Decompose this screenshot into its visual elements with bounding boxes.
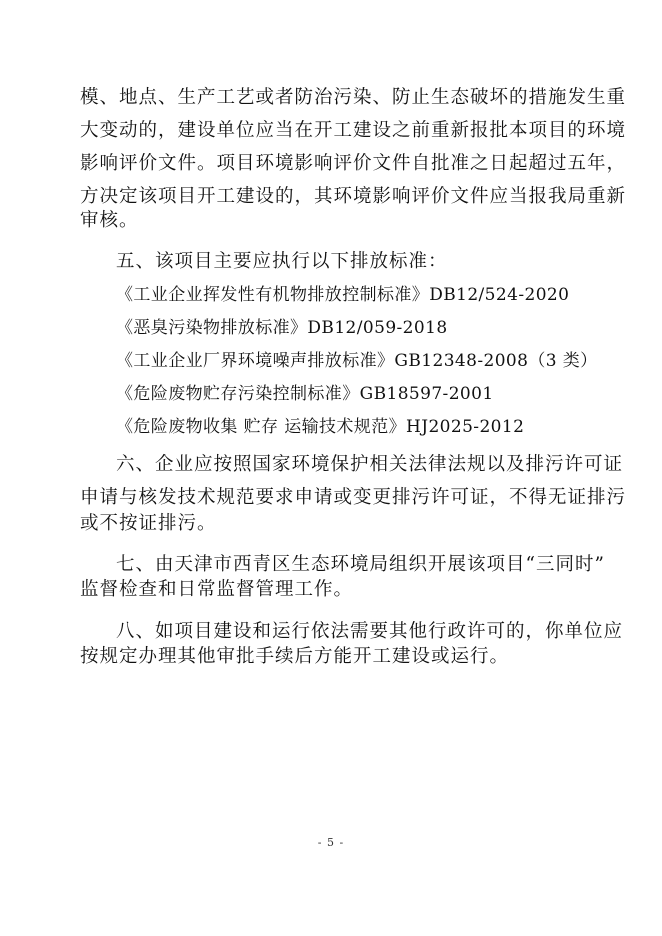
standard-item: 《危险废物贮存污染控制标准》GB18597-2001 <box>116 384 494 404</box>
paragraph-line: 大变动的，建设单位应当在开工建设之前重新报批本项目的环境 <box>80 120 627 141</box>
paragraph-line: 模、地点、生产工艺或者防治污染、防止生态破坏的措施发生重 <box>80 87 627 108</box>
section-6-line: 六、企业应按照国家环境保护相关法律法规以及排污许可证 <box>116 454 624 475</box>
section-6-line: 或不按证排污。 <box>80 513 217 534</box>
paragraph-line: 方决定该项目开工建设的，其环境影响评价文件应当报我局重新 <box>80 186 627 207</box>
section-5-heading: 五、该项目主要应执行以下排放标准： <box>116 251 448 272</box>
section-8-line: 按规定办理其他审批手续后方能开工建设或运行。 <box>80 646 510 667</box>
section-8-line: 八、如项目建设和运行依法需要其他行政许可的，你单位应 <box>116 621 624 642</box>
page-number: - 5 - <box>317 836 345 849</box>
standard-item: 《工业企业挥发性有机物排放控制标准》DB12/524-2020 <box>116 285 570 305</box>
paragraph-line: 审核。 <box>80 210 139 231</box>
standard-item: 《危险废物收集 贮存 运输技术规范》HJ2025-2012 <box>116 417 525 437</box>
paragraph-line: 影响评价文件。项目环境影响评价文件自批准之日起超过五年， <box>80 153 627 174</box>
standard-item: 《工业企业厂界环境噪声排放标准》GB12348-2008（3 类） <box>116 351 598 371</box>
section-6-line: 申请与核发技术规范要求申请或变更排污许可证，不得无证排污 <box>80 487 627 508</box>
section-7-line: 七、由天津市西青区生态环境局组织开展该项目“三同时” <box>116 554 605 575</box>
standard-item: 《恶臭污染物排放标准》DB12/059-2018 <box>116 318 448 338</box>
section-7-line: 监督检查和日常监督管理工作。 <box>80 579 354 600</box>
